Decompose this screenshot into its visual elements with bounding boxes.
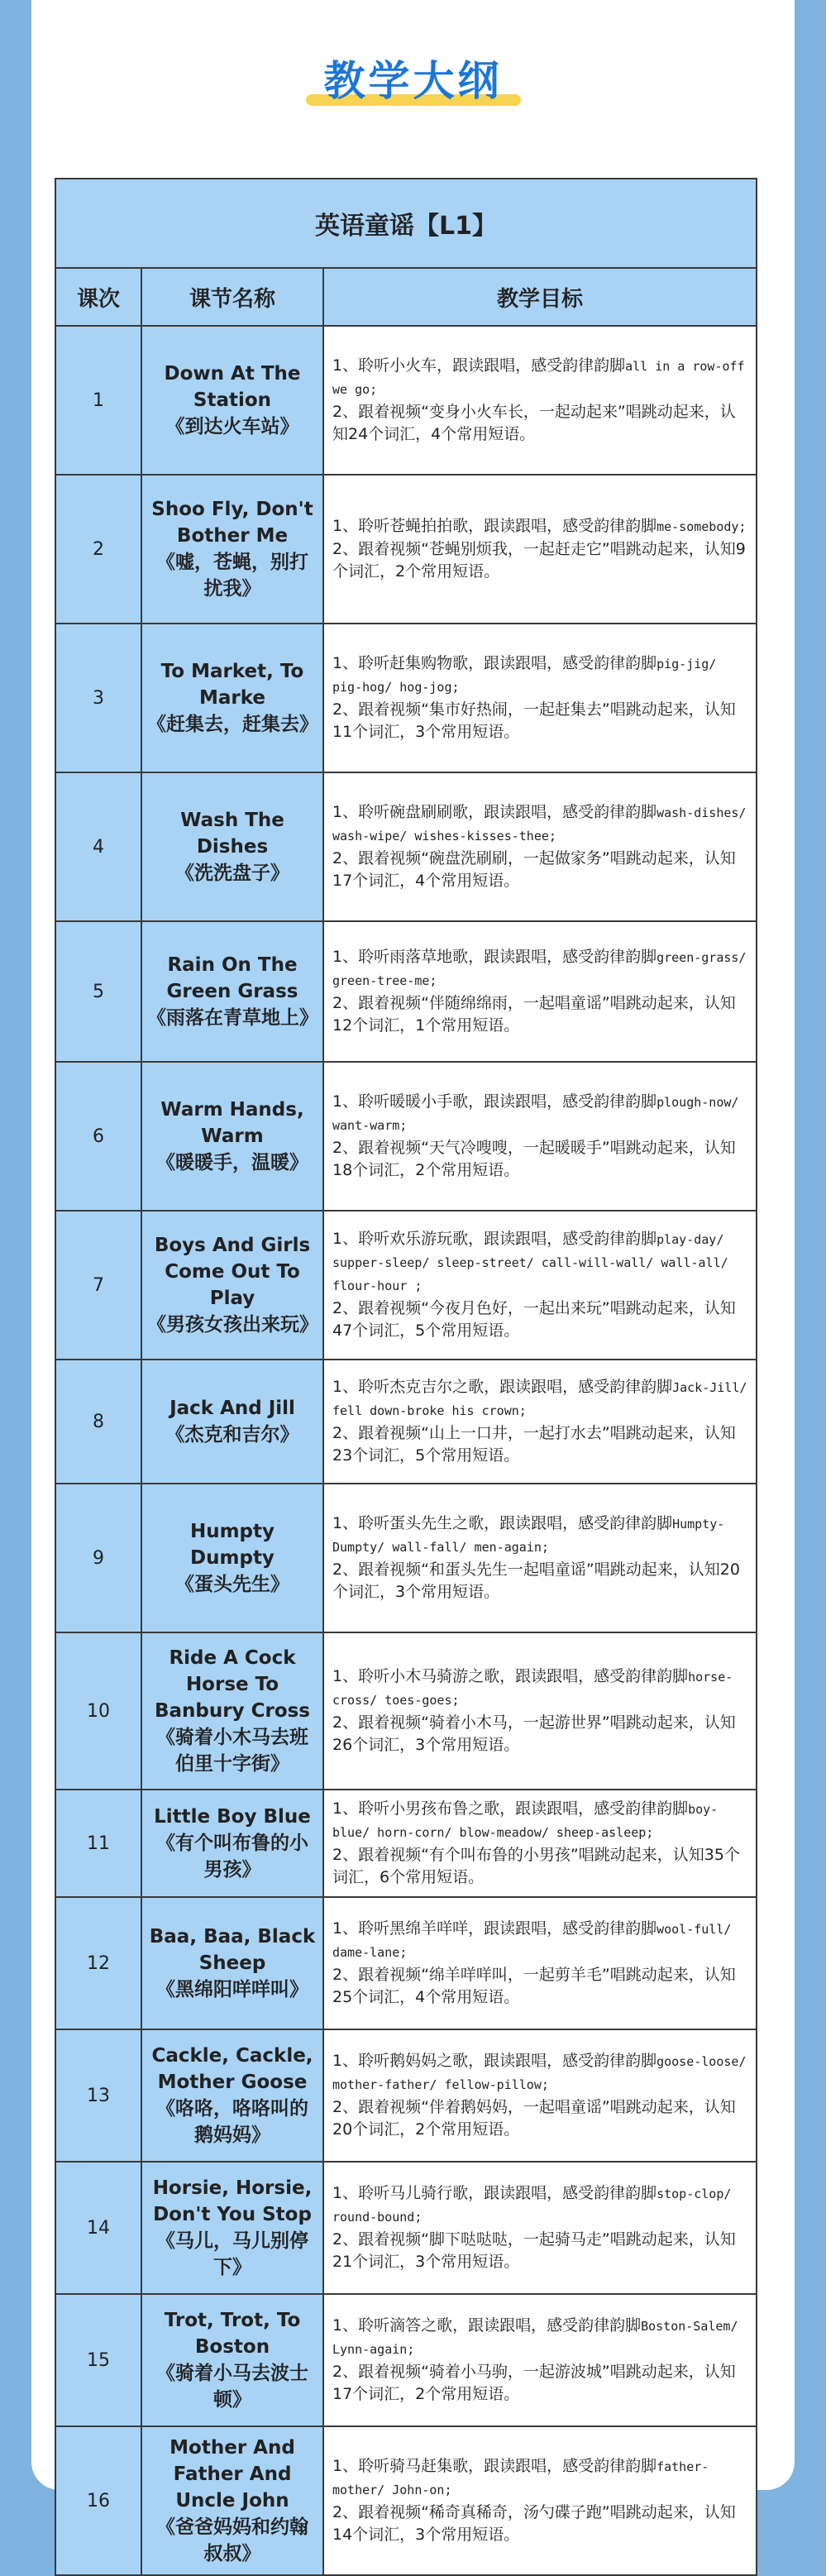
lesson-number: 4	[55, 772, 141, 921]
lesson-name	[141, 2294, 323, 2426]
table-row	[55, 772, 757, 921]
lesson-name-cn: 《蛋头先生》	[175, 1574, 289, 1595]
lesson-goal	[323, 1790, 757, 1897]
lesson-goal	[323, 1484, 757, 1632]
goal-2: 2、跟着视频“天气冷嗖嗖，一起暖暖手”唱跳动起来，认知18个词汇，2个常用短语。	[332, 1139, 736, 1179]
goal-2: 2、跟着视频“变身小火车长，一起动起来”唱跳动起来，认知24个词汇，4个常用短语。	[332, 403, 736, 443]
goal-2: 2、跟着视频“稀奇真稀奇，汤勺碟子跑”唱跳动起来，认知14个词汇，3个常用短语。	[332, 2503, 736, 2544]
table-row	[55, 921, 757, 1062]
lesson-name-en: Wash The Dishes	[180, 810, 284, 858]
lesson-goal	[323, 1632, 757, 1790]
lesson-name	[141, 921, 323, 1062]
lesson-name-en: Mother And Father And Uncle John	[169, 2437, 295, 2511]
goal-1-words: horse-cross/ toes-goes;	[332, 1670, 733, 1708]
lesson-name-cn: 《雨落在青草地上》	[147, 1007, 318, 1029]
lesson-name-cn: 《有个叫布鲁的小男孩》	[156, 1833, 308, 1881]
goal-2: 2、跟着视频“碗盘洗刷刷，一起做家务”唱跳动起来，认知17个词汇，4个常用短语。	[332, 849, 736, 890]
lesson-name-en: Shoo Fly, Don't Bother Me	[151, 499, 313, 547]
goal-2: 2、跟着视频“骑着小马驹，一起游波城”唱跳动起来，认知17个词汇，2个常用短语。	[332, 2363, 736, 2403]
lesson-number: 3	[55, 624, 141, 772]
table-row	[55, 2029, 757, 2162]
goal-1: 1、聆听马儿骑行歌，跟读跟唱，感受韵律韵脚	[332, 2184, 657, 2202]
goal-2: 2、跟着视频“脚下哒哒哒，一起骑马走”唱跳动起来，认知21个词汇，3个常用短语。	[332, 2230, 736, 2271]
page-title: 教学大纲	[306, 48, 521, 108]
lesson-goal	[323, 1211, 757, 1360]
lesson-name-en: Warm Hands, Warm	[160, 1099, 304, 1147]
lesson-name	[141, 326, 323, 475]
lesson-name-en: Jack And Jill	[169, 1398, 295, 1419]
lesson-name	[141, 475, 323, 624]
lesson-name	[141, 1211, 323, 1360]
lesson-name-en: Rain On The Green Grass	[166, 954, 298, 1002]
table-row	[55, 1632, 757, 1790]
lesson-name-en: Boys And Girls Come Out To Play	[154, 1235, 311, 1309]
syllabus-card	[31, 0, 795, 2564]
lesson-name	[141, 1360, 323, 1484]
lesson-name-cn: 《暖暖手，温暖》	[156, 1152, 308, 1173]
goal-2: 2、跟着视频“绵羊咩咩叫，一起剪羊毛”唱跳动起来，认知25个词汇，4个常用短语。	[332, 1966, 736, 2006]
table-row	[55, 1897, 757, 2029]
lesson-name-en: To Market, To Marke	[160, 661, 304, 709]
table-row	[55, 2426, 757, 2575]
lesson-name-en: Humpty Dumpty	[189, 1521, 275, 1569]
lesson-name-en: Baa, Baa, Black Sheep	[149, 1926, 316, 1974]
lesson-goal	[323, 2294, 757, 2426]
goal-1-words: me-somebody;	[657, 519, 747, 534]
table-title: 英语童谣【L1】	[55, 179, 757, 268]
goal-1-words: boy-blue/ horn-corn/ blow-meadow/ sheep-asleep;	[332, 1802, 719, 1840]
lesson-name-en: Trot, Trot, To Boston	[164, 2310, 301, 2358]
header	[31, 48, 795, 108]
goal-1: 1、聆听欢乐游玩歌，跟读跟唱，感受韵律韵脚	[332, 1230, 657, 1248]
goal-1: 1、聆听滴答之歌，跟读跟唱，感受韵律韵脚	[332, 2316, 642, 2335]
lesson-name-cn: 《骑着小马去波士顿》	[156, 2363, 308, 2411]
goal-2: 2、跟着视频“苍蝇别烦我，一起赶走它”唱跳动起来，认知9个词汇，2个常用短语。	[332, 540, 746, 581]
goal-1: 1、聆听鹅妈妈之歌，跟读跟唱，感受韵律韵脚	[332, 2052, 657, 2070]
goal-2: 2、跟着视频“骑着小木马，一起游世界”唱跳动起来，认知26个词汇，3个常用短语。	[332, 1713, 736, 1754]
lesson-name	[141, 1897, 323, 2029]
goal-1: 1、聆听小男孩布鲁之歌，跟读跟唱，感受韵律韵脚	[332, 1799, 689, 1818]
goal-2: 2、跟着视频“山上一口井，一起打水去”唱跳动起来，认知23个词汇，5个常用短语。	[332, 1424, 736, 1465]
lesson-goal	[323, 475, 757, 624]
goal-1-words: all in a row-off we go;	[332, 359, 745, 397]
lesson-number: 5	[55, 921, 141, 1062]
lesson-name	[141, 772, 323, 921]
goal-1-words: play-day/ supper-sleep/ sleep-street/ call-will-wall/ wall-all/ flour-hour ;	[332, 1232, 728, 1293]
table-row	[55, 1790, 757, 1897]
syllabus-table	[55, 178, 757, 2576]
goal-1: 1、聆听暖暖小手歌，跟读跟唱，感受韵律韵脚	[332, 1092, 657, 1111]
table-row	[55, 1211, 757, 1360]
lesson-number: 12	[55, 1897, 141, 2029]
goal-2: 2、跟着视频“伴随绵绵雨，一起唱童谣”唱跳动起来，认知12个词汇，1个常用短语。	[332, 994, 736, 1035]
lesson-name	[141, 2426, 323, 2575]
table-row	[55, 2162, 757, 2294]
goal-1: 1、聆听骑马赶集歌，跟读跟唱，感受韵律韵脚	[332, 2457, 657, 2475]
lesson-goal	[323, 2029, 757, 2162]
goal-2: 2、跟着视频“和蛋头先生一起唱童谣”唱跳动起来，认知20个词汇，3个常用短语。	[332, 1560, 740, 1601]
goal-1-words: pig-jig/ pig-hog/ hog-jog;	[332, 657, 717, 695]
goal-1: 1、聆听苍蝇拍拍歌，跟读跟唱，感受韵律韵脚	[332, 517, 657, 535]
lesson-name	[141, 2162, 323, 2294]
lesson-goal	[323, 2162, 757, 2294]
lesson-name-en: Down At The Station	[164, 363, 301, 411]
goal-1-words: wash-dishes/ wash-wipe/ wishes-kisses-thee;	[332, 805, 747, 844]
lesson-goal	[323, 2426, 757, 2575]
goal-1-words: stop-clop/ round-bound;	[332, 2186, 732, 2225]
lesson-goal	[323, 921, 757, 1062]
table-row	[55, 326, 757, 475]
column-header-no: 课次	[55, 268, 141, 326]
lesson-name	[141, 1632, 323, 1790]
lesson-name	[141, 624, 323, 772]
lesson-name-cn: 《马儿，马儿别停下》	[156, 2230, 308, 2278]
lesson-name-en: Ride A Cock Horse To Banbury Cross	[154, 1647, 310, 1722]
lesson-number: 10	[55, 1632, 141, 1790]
lesson-goal	[323, 624, 757, 772]
lesson-name	[141, 1062, 323, 1211]
lesson-goal	[323, 326, 757, 475]
goal-1: 1、聆听雨落草地歌，跟读跟唱，感受韵律韵脚	[332, 948, 657, 966]
lesson-name-en: Little Boy Blue	[154, 1806, 311, 1828]
goal-1: 1、聆听杰克吉尔之歌，跟读跟唱，感受韵律韵脚	[332, 1378, 673, 1396]
lesson-name-cn: 《男孩女孩出来玩》	[147, 1314, 318, 1336]
column-header-name: 课节名称	[141, 268, 323, 326]
lesson-number: 6	[55, 1062, 141, 1211]
lesson-name-en: Cackle, Cackle, Mother Goose	[151, 2045, 313, 2093]
lesson-number: 2	[55, 475, 141, 624]
lesson-goal	[323, 1897, 757, 2029]
lesson-number: 11	[55, 1790, 141, 1897]
lesson-name	[141, 1484, 323, 1632]
lesson-name-cn: 《赶集去，赶集去》	[147, 714, 318, 735]
goal-1-words: Humpty-Dumpty/ wall-fall/ men-again;	[332, 1517, 725, 1555]
lesson-name	[141, 1790, 323, 1897]
goal-1-words: Jack-Jill/ fell down-broke his crown;	[332, 1380, 747, 1418]
lesson-number: 1	[55, 326, 141, 475]
lesson-name-en: Horsie, Horsie, Don't You Stop	[152, 2177, 313, 2225]
lesson-number: 13	[55, 2029, 141, 2162]
lesson-name-cn: 《洗洗盘子》	[175, 863, 289, 884]
goal-1-words: green-grass/ green-tree-me;	[332, 950, 747, 988]
goal-1: 1、聆听黑绵羊咩咩，跟读跟唱，感受韵律韵脚	[332, 1919, 657, 1938]
lesson-name-cn: 《杰克和吉尔》	[165, 1424, 299, 1446]
lesson-number: 9	[55, 1484, 141, 1632]
table-row	[55, 1484, 757, 1632]
goal-1-words: plough-now/ want-warm;	[332, 1095, 739, 1133]
table-row	[55, 2294, 757, 2426]
lesson-name-cn: 《到达火车站》	[165, 416, 299, 437]
table-row	[55, 1062, 757, 1211]
goal-1-words: goose-loose/ mother-father/ fellow-pillow;	[332, 2054, 747, 2092]
goal-1: 1、聆听碗盘刷刷歌，跟读跟唱，感受韵律韵脚	[332, 803, 657, 821]
goal-2: 2、跟着视频“集市好热闹，一起赶集去”唱跳动起来，认知11个词汇，3个常用短语。	[332, 700, 736, 741]
lesson-name-cn: 《爸爸妈妈和约翰叔叔》	[156, 2516, 308, 2564]
goal-1: 1、聆听小木马骑游之歌，跟读跟唱，感受韵律韵脚	[332, 1667, 689, 1685]
goal-2: 2、跟着视频“伴着鹅妈妈，一起唱童谣”唱跳动起来，认知20个词汇，2个常用短语。	[332, 2098, 736, 2139]
lesson-name-cn: 《嘘，苍蝇，别打扰我》	[156, 552, 308, 600]
lesson-number: 8	[55, 1360, 141, 1484]
goal-1-words: wool-full/ dame-lane;	[332, 1922, 732, 1960]
lesson-number: 15	[55, 2294, 141, 2426]
table-row	[55, 475, 757, 624]
lesson-goal	[323, 772, 757, 921]
table-row	[55, 1360, 757, 1484]
lesson-goal	[323, 1360, 757, 1484]
lesson-name-cn: 《骑着小木马去班伯里十字街》	[156, 1727, 308, 1775]
goal-1-words: father-mother/ John-on;	[332, 2459, 709, 2497]
lesson-name-cn: 《黑绵阳咩咩叫》	[156, 1979, 308, 2000]
lesson-name	[141, 2029, 323, 2162]
goal-1: 1、聆听赶集购物歌，跟读跟唱，感受韵律韵脚	[332, 654, 657, 672]
lesson-name-cn: 《咯咯，咯咯叫的鹅妈妈》	[156, 2098, 308, 2146]
column-header-goal: 教学目标	[323, 268, 757, 326]
goal-1-words: Boston-Salem/ Lynn-again;	[332, 2319, 738, 2357]
table-row	[55, 624, 757, 772]
lesson-number: 16	[55, 2426, 141, 2575]
lesson-number: 7	[55, 1211, 141, 1360]
goal-1: 1、聆听小火车，跟读跟唱，感受韵律韵脚	[332, 356, 626, 375]
lesson-number: 14	[55, 2162, 141, 2294]
goal-2: 2、跟着视频“今夜月色好，一起出来玩”唱跳动起来，认知47个词汇，5个常用短语。	[332, 1299, 736, 1340]
goal-1: 1、聆听蛋头先生之歌，跟读跟唱，感受韵律韵脚	[332, 1514, 673, 1532]
lesson-goal	[323, 1062, 757, 1211]
goal-2: 2、跟着视频“有个叫布鲁的小男孩”唱跳动起来，认知35个词汇，6个常用短语。	[332, 1846, 740, 1886]
